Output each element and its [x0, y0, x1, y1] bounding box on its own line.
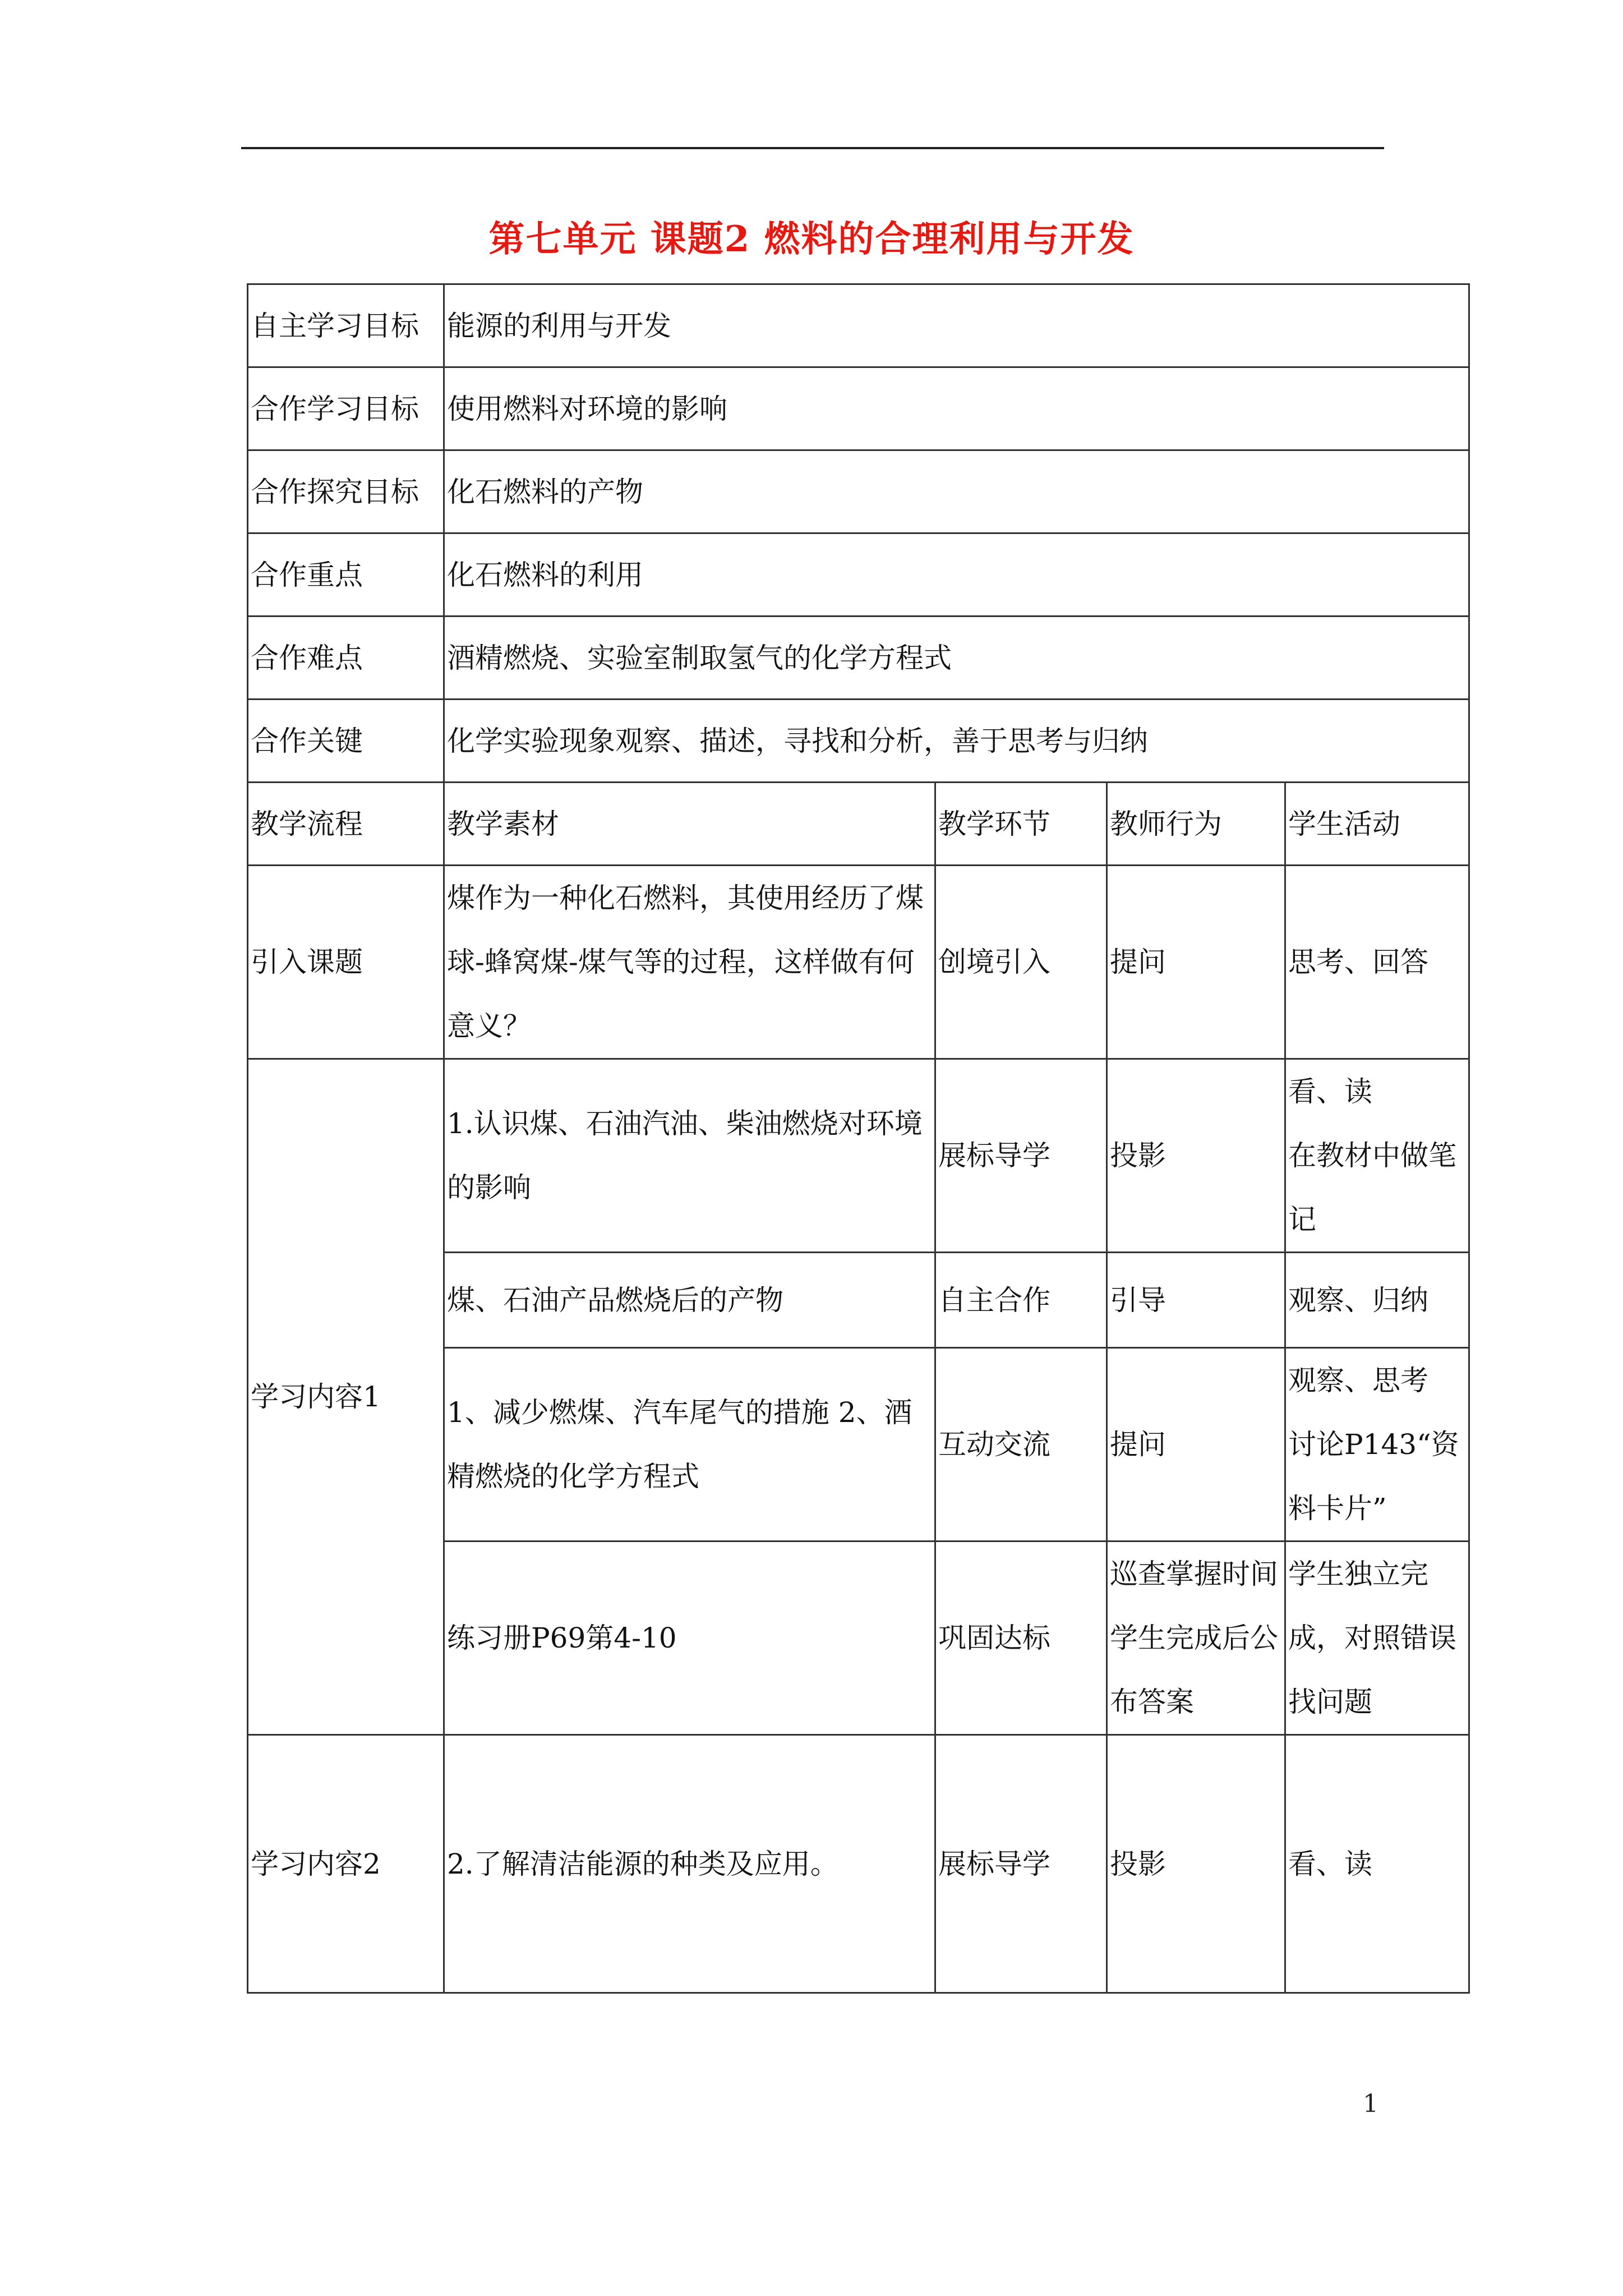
- objective-value: 化石燃料的利用: [444, 533, 1469, 616]
- objective-label: 自主学习目标: [248, 284, 444, 367]
- objective-label: 合作难点: [248, 616, 444, 700]
- content1-material: 1.认识煤、石油汽油、柴油燃烧对环境的影响: [444, 1059, 935, 1253]
- objective-row: [248, 616, 1469, 700]
- content1-student: 观察、思考 讨论P143“资料卡片”: [1285, 1348, 1469, 1542]
- intro-step: 创境引入: [935, 866, 1107, 1059]
- objective-value: 能源的利用与开发: [444, 284, 1469, 367]
- objective-row: [248, 284, 1469, 367]
- content2-step: 展标导学: [935, 1735, 1107, 1993]
- objective-row: [248, 450, 1469, 533]
- content1-teacher: 投影: [1107, 1059, 1285, 1253]
- content1-student: 学生独立完成，对照错误找问题: [1285, 1542, 1469, 1735]
- content1-student: 看、读 在教材中做笔记: [1285, 1059, 1469, 1253]
- header-rule: [241, 147, 1384, 149]
- content1-student: 观察、归纳: [1285, 1253, 1469, 1348]
- content1-step: 互动交流: [935, 1348, 1107, 1542]
- content1-teacher: 巡查掌握时间学生完成后公布答案: [1107, 1542, 1285, 1735]
- content1-material: 煤、石油产品燃烧后的产物: [444, 1253, 935, 1348]
- column-header-student: 学生活动: [1285, 783, 1469, 866]
- objective-value: 化石燃料的产物: [444, 450, 1469, 533]
- column-header-step: 教学环节: [935, 783, 1107, 866]
- objective-label: 合作学习目标: [248, 367, 444, 450]
- column-header-row: [248, 783, 1469, 866]
- content2-teacher: 投影: [1107, 1735, 1285, 1993]
- document-title: 第七单元 课题2 燃料的合理利用与开发: [488, 218, 1135, 260]
- objective-value: 酒精燃烧、实验室制取氢气的化学方程式: [444, 616, 1469, 700]
- content1-step: 展标导学: [935, 1059, 1107, 1253]
- content2-material: 2.了解清洁能源的种类及应用。: [444, 1735, 935, 1993]
- content2-row: [248, 1735, 1469, 1993]
- intro-material: 煤作为一种化石燃料，其使用经历了煤球-蜂窝煤-煤气等的过程，这样做有何意义？: [444, 866, 935, 1059]
- content1-step: 自主合作: [935, 1253, 1107, 1348]
- objective-label: 合作探究目标: [248, 450, 444, 533]
- objective-label: 合作关键: [248, 700, 444, 783]
- content1-teacher: 提问: [1107, 1348, 1285, 1542]
- objective-row: [248, 533, 1469, 616]
- content1-material: 1、减少燃煤、汽车尾气的措施 2、酒精燃烧的化学方程式: [444, 1348, 935, 1542]
- content1-flow: 学习内容1: [248, 1059, 444, 1735]
- column-header-teacher: 教师行为: [1107, 783, 1285, 866]
- intro-row: [248, 866, 1469, 1059]
- objective-row: [248, 700, 1469, 783]
- objective-row: [248, 367, 1469, 450]
- column-header-material: 教学素材: [444, 783, 935, 866]
- intro-flow: 引入课题: [248, 866, 444, 1059]
- intro-teacher: 提问: [1107, 866, 1285, 1059]
- intro-student: 思考、回答: [1285, 866, 1469, 1059]
- objective-value: 化学实验现象观察、描述，寻找和分析，善于思考与归纳: [444, 700, 1469, 783]
- page-number: 1: [1363, 2090, 1378, 2118]
- lesson-plan-table: [247, 283, 1470, 1994]
- objective-value: 使用燃料对环境的影响: [444, 367, 1469, 450]
- content1-step: 巩固达标: [935, 1542, 1107, 1735]
- column-header-flow: 教学流程: [248, 783, 444, 866]
- content2-student: 看、读: [1285, 1735, 1469, 1993]
- content1-teacher: 引导: [1107, 1253, 1285, 1348]
- content2-flow: 学习内容2: [248, 1735, 444, 1993]
- content1-material: 练习册P69第4-10: [444, 1542, 935, 1735]
- content1-row: [248, 1059, 1469, 1253]
- objective-label: 合作重点: [248, 533, 444, 616]
